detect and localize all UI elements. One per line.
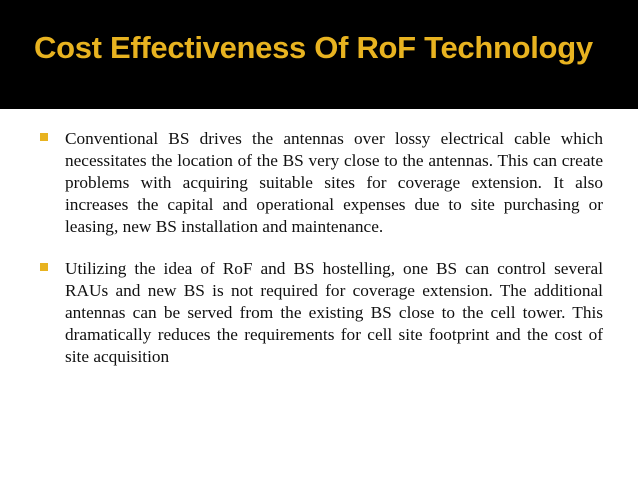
bullet-text: Conventional BS drives the antennas over lossy electrical cable which necessitates the location of the BS very close to the antennas. This can create problems with acquiring suitable sites for coverage extension. It also increases the capital and operational expenses due to site purchasing or leasing, new BS installation and maintenance. — [65, 129, 603, 236]
bullet-text: Utilizing the idea of RoF and BS hostelling, one BS can control several RAUs and new BS is not required for coverage extension. The additional antennas can be served from the existing BS close to the cell tower. This dramatically reduces the requirements for cell site footprint and the cost of site acquisition — [65, 259, 603, 366]
title-bar — [0, 0, 638, 109]
slide-title: Cost Effectiveness Of RoF Technology — [34, 30, 593, 65]
bullet-item — [38, 128, 603, 238]
square-bullet-icon — [40, 133, 48, 141]
square-bullet-icon — [40, 263, 48, 271]
slide-body — [38, 128, 603, 388]
bullet-item — [38, 258, 603, 368]
